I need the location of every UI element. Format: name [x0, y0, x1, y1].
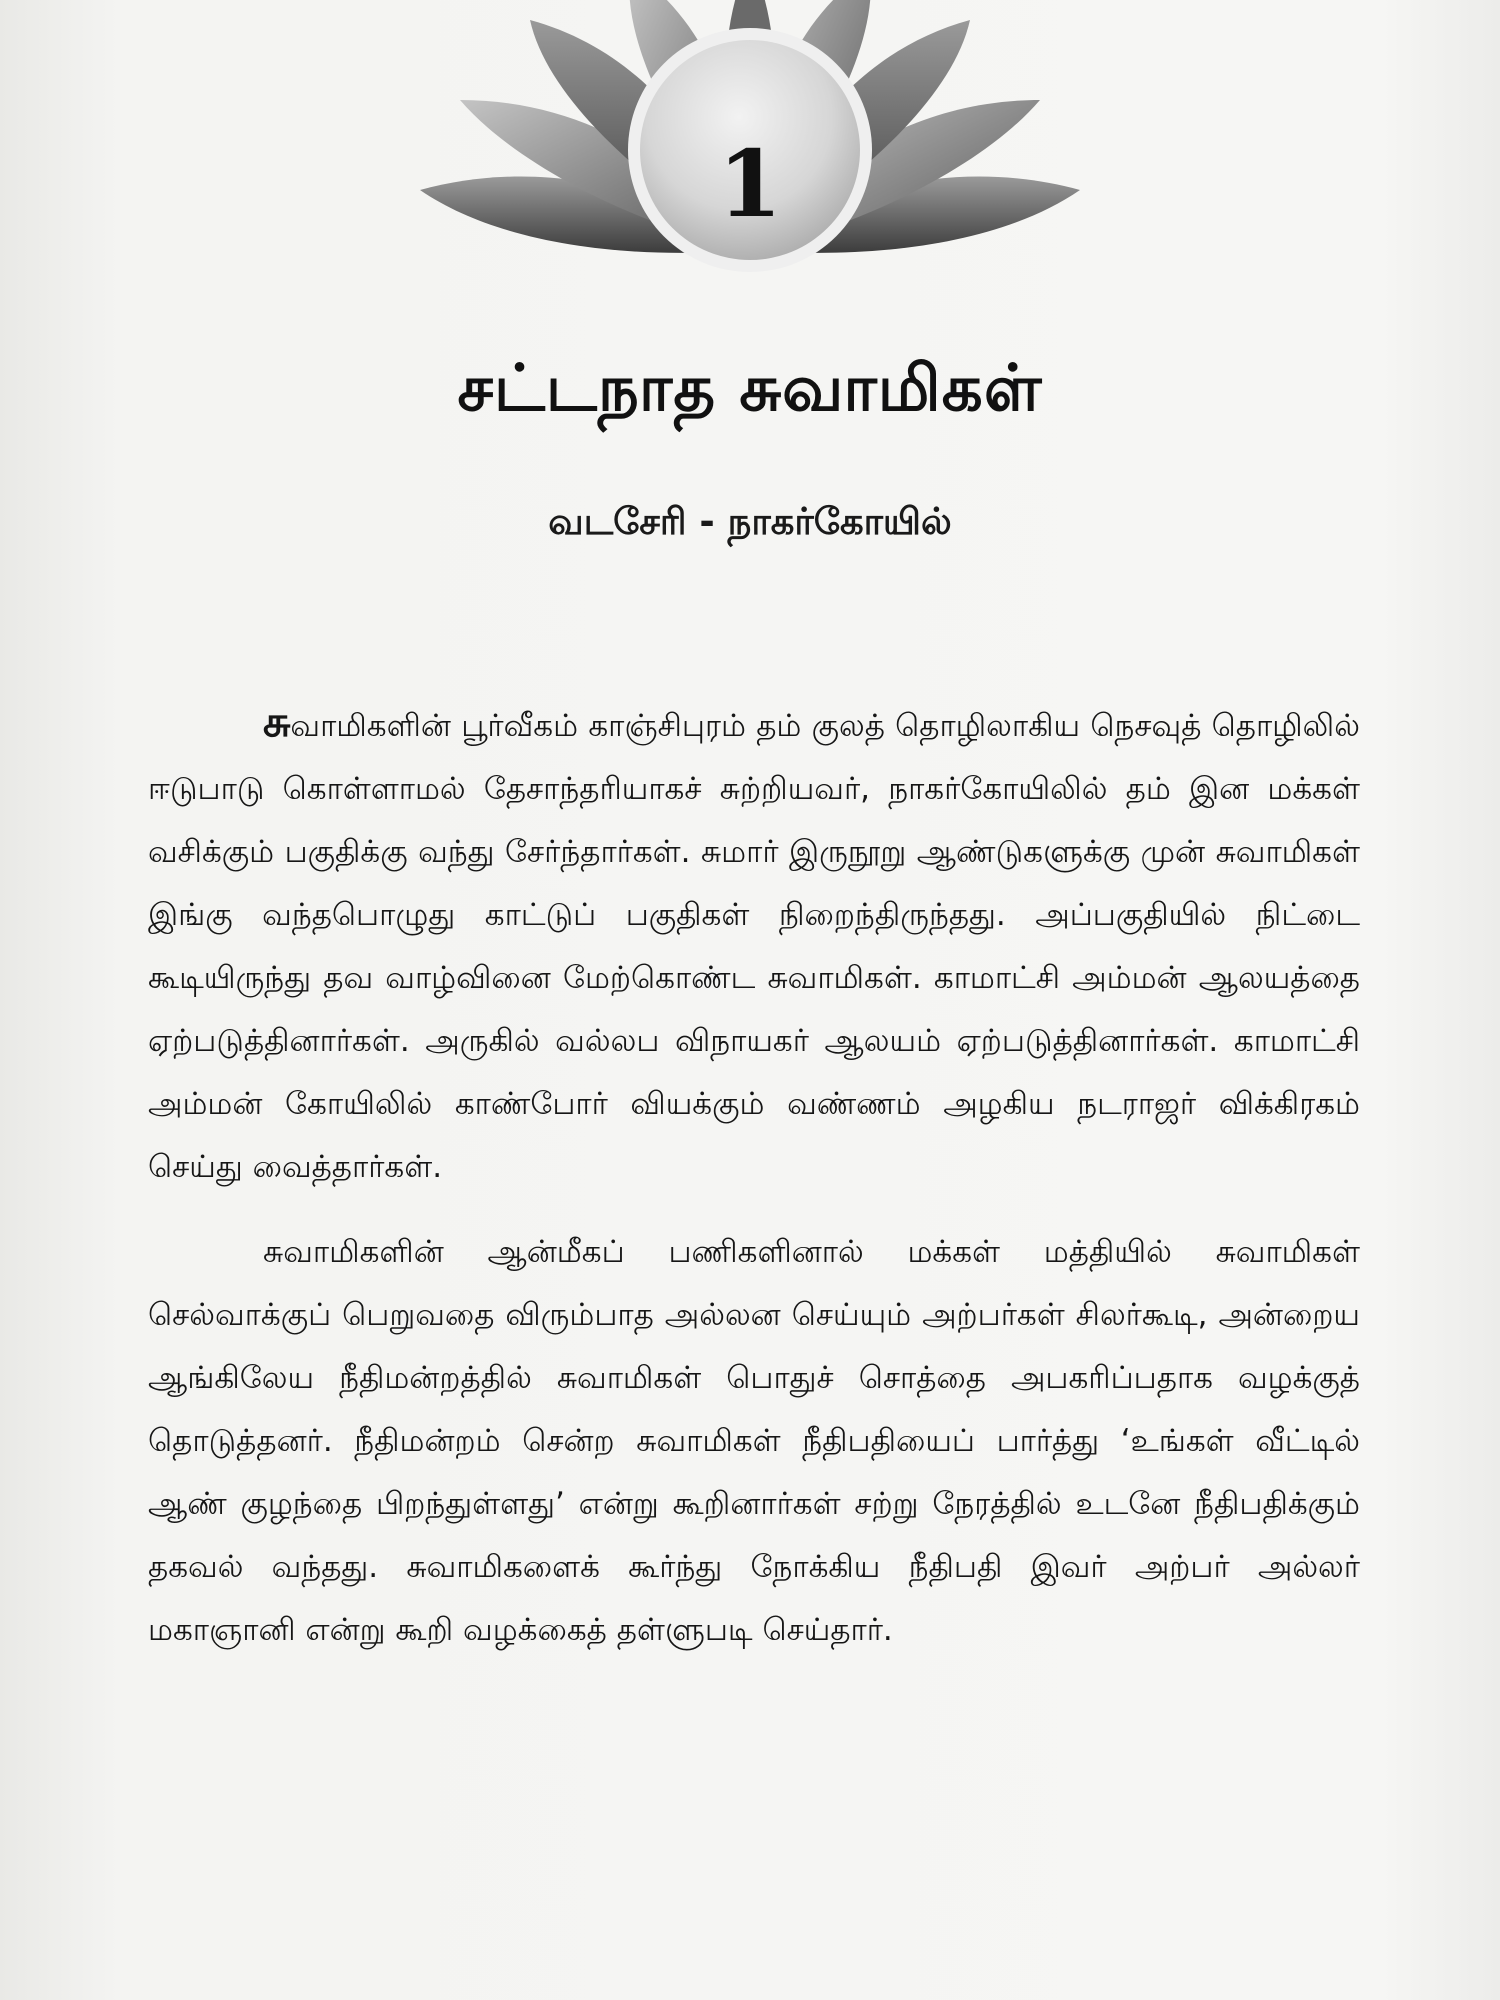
drop-cap: சு	[263, 697, 291, 746]
page-title: சட்டநாத சுவாமிகள்	[457, 352, 1043, 426]
paragraph-1	[148, 690, 1360, 1199]
page-subtitle: வடசேரி - நாகர்கோயில்	[548, 500, 952, 543]
body-text	[148, 690, 1360, 1662]
paragraph-2	[148, 1221, 1360, 1662]
chapter-number: 1	[717, 130, 782, 238]
paragraph-2-text: சுவாமிகளின் ஆன்மீகப் பணிகளினால் மக்கள் மத்தியில் சுவாமிகள் செல்வாக்குப் பெறுவதை விரும்பாத அல்லன செய்யும் அற்பர்கள் சிலர்கூடி, அன்றைய ஆங்கிலேய நீதிமன்றத்தில் சுவாமிகள் பொதுச் சொத்தை அபகரிப்பதாக வழக்குத் தொடுத்தனர். நீதிமன்றம் சென்ற சுவாமிகள் நீதிபதியைப் பார்த்து ‘உங்கள் வீட்டில் ஆண் குழந்தை பிறந்துள்ளது’ என்று கூறினார்கள் சற்று நேரத்தில் உடனே நீதிபதிக்கும் தகவல் வந்தது. சுவாமிகளைக் கூர்ந்து நோக்கிய நீதிபதி இவர் அற்பர் அல்லர் மகாஞானி என்று கூறி வழக்கைத் தள்ளுபடி செய்தார்.	[148, 1234, 1360, 1648]
paragraph-1-text: வாமிகளின் பூர்வீகம் காஞ்சிபுரம் தம் குலத் தொழிலாகிய நெசவுத் தொழிலில் ஈடுபாடு கொள்ளாமல் தேசாந்தரியாகச் சுற்றியவர், நாகர்கோயிலில் தம் இன மக்கள் வசிக்கும் பகுதிக்கு வந்து சேர்ந்தார்கள். சுமார் இருநூறு ஆண்டுகளுக்கு முன் சுவாமிகள் இங்கு வந்தபொழுது காட்டுப் பகுதிகள் நிறைந்திருந்தது. அப்பகுதியில் நிட்டை கூடியிருந்து தவ வாழ்வினை மேற்கொண்ட சுவாமிகள். காமாட்சி அம்மன் ஆலயத்தை ஏற்படுத்தினார்கள். அருகில் வல்லப விநாயகர் ஆலயம் ஏற்படுத்தினார்கள். காமாட்சி அம்மன் கோயிலில் காண்போர் வியக்கும் வண்ணம் அழகிய நடராஜர் விக்கிரகம் செய்து வைத்தார்கள்.	[148, 708, 1360, 1185]
